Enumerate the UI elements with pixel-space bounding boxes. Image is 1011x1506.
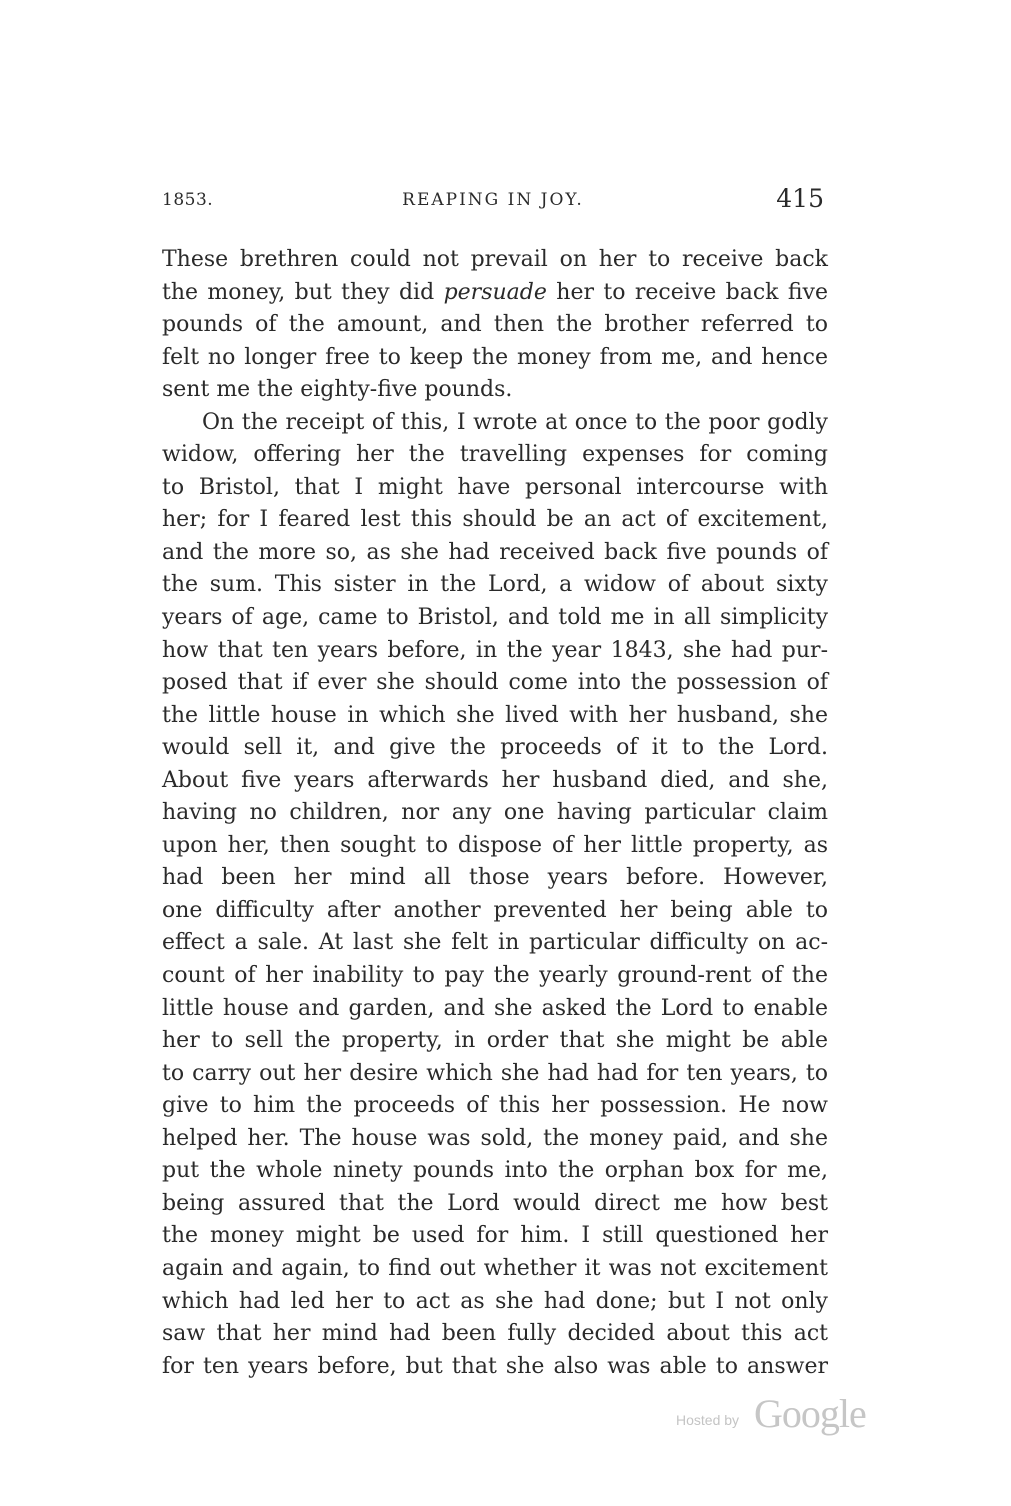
google-logo: Google <box>754 1391 866 1436</box>
page-number: 415 <box>776 184 824 213</box>
text-line: widow, offering her the travelling expenses for coming <box>162 442 828 468</box>
text-line: again and again, to find out whether it was not excitement <box>162 1255 828 1281</box>
emphasized-word: persuade <box>443 279 547 305</box>
line-end: her to receive back five <box>556 279 828 305</box>
line-start: the money, but they did <box>162 279 435 305</box>
text-line: years of age, came to Bristol, and told me in all simplicity <box>162 605 828 631</box>
text-line: would sell it, and give the proceeds of it to the Lord. <box>162 735 828 761</box>
hosted-by-google-watermark <box>676 1392 886 1442</box>
text-line: put the whole ninety pounds into the orphan box for me, <box>162 1158 828 1184</box>
text-line: upon her, then sought to dispose of her little property, as <box>162 832 828 858</box>
text-line: for ten years before, but that she also was able to answer <box>162 1353 828 1379</box>
text-line: pounds of the amount, and then the brother referred to <box>162 312 828 338</box>
text-line: one difficulty after another prevented her being able to <box>162 897 828 923</box>
text-line: little house and garden, and she asked the Lord to enable <box>162 995 828 1021</box>
text-line: effect a sale. At last she felt in particular difficulty on ac- <box>162 930 828 956</box>
text-line-with-emphasis <box>162 277 828 310</box>
text-line: the money might be used for him. I still questioned her <box>162 1223 828 1249</box>
text-line: saw that her mind had been fully decided about this act <box>162 1321 828 1347</box>
text-line: give to him the proceeds of this her possession. He now <box>162 1093 828 1119</box>
text-line: the little house in which she lived with her husband, she <box>162 702 828 728</box>
text-line: count of her inability to pay the yearly ground-rent of the <box>162 963 828 989</box>
text-line: sent me the eighty-five pounds. <box>162 377 513 403</box>
text-line: About five years afterwards her husband died, and she, <box>162 767 828 793</box>
text-line: which had led her to act as she had done; but I not only <box>162 1288 828 1314</box>
text-line: being assured that the Lord would direct me how best <box>162 1190 828 1216</box>
text-line: felt no longer free to keep the money from me, and hence <box>162 344 828 370</box>
text-line: These brethren could not prevail on her to receive back <box>162 247 828 272</box>
text-line: her to sell the property, in order that she might be able <box>162 1028 828 1054</box>
header-title: REAPING IN JOY. <box>402 190 584 210</box>
text-line: posed that if ever she should come into the possession of <box>162 670 828 696</box>
header-year: 1853. <box>162 190 214 210</box>
paragraph-start-line: On the receipt of this, I wrote at once to the poor godly <box>202 409 828 435</box>
text-line: the sum. This sister in the Lord, a widow of about sixty <box>162 572 828 598</box>
text-line: having no children, nor any one having particular claim <box>162 800 828 826</box>
running-head <box>162 186 824 216</box>
text-line: helped her. The house was sold, the money paid, and she <box>162 1125 828 1151</box>
text-line: and the more so, as she had received back five pounds of <box>162 539 828 565</box>
hosted-by-label: Hosted by <box>676 1412 740 1428</box>
text-line: had been her mind all those years before. However, <box>162 865 828 891</box>
text-line: her; for I feared lest this should be an act of excitement, <box>162 507 828 533</box>
body-text <box>162 244 828 1383</box>
text-line: how that ten years before, in the year 1843, she had pur- <box>162 637 828 663</box>
text-line: to carry out her desire which she had had for ten years, to <box>162 1060 828 1086</box>
text-line: to Bristol, that I might have personal intercourse with <box>162 474 828 500</box>
